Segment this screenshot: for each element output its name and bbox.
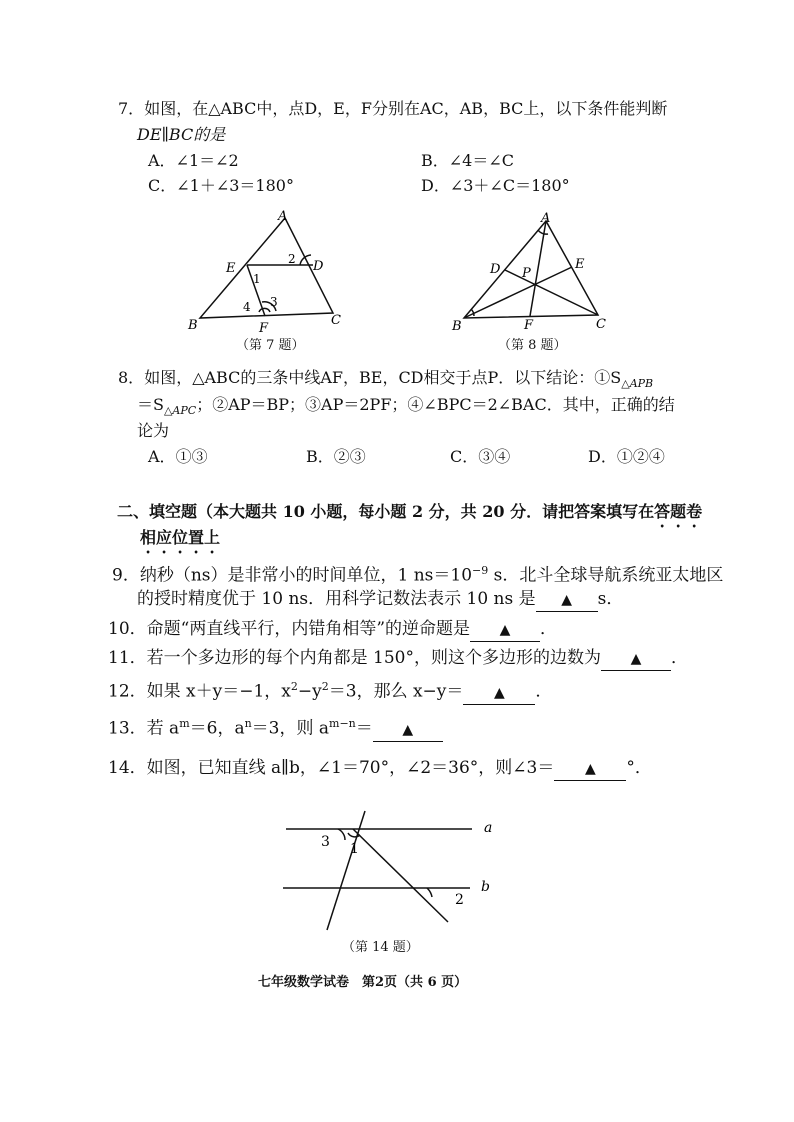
q8-label-a: A [541, 211, 551, 226]
q8-label-d: D [490, 262, 501, 277]
q7-angle3-label: 3 [270, 295, 278, 309]
q14-angle2-label: 2 [455, 892, 464, 908]
q7-line1: 7．如图，在△ABC中，点D，E，F分别在AC，AB，BC上，以下条件能判断 [118, 99, 668, 118]
q8-figure [445, 205, 615, 345]
q8-option-c: C．③④ [450, 447, 511, 466]
q7-option-b: B．∠4＝∠C [421, 151, 515, 170]
q11-answer-blank[interactable] [601, 647, 671, 671]
answer-triangle-icon: ▲ [630, 651, 642, 667]
q12-line: 12．如果 x＋y＝−1，$x^2-y^2=3$，那么 x−y＝ ▲ ． [108, 676, 552, 705]
q8-option-b: B．②③ [306, 447, 366, 466]
section2-emphasis-1: 答题卷 [654, 502, 703, 521]
page-footer: 七年级数学试卷 第2页（共 6 页） [258, 975, 468, 990]
q8-number: 8． [118, 368, 145, 387]
q7-option-d: D．∠3＋∠C＝180° [421, 176, 570, 195]
answer-triangle-icon: ▲ [584, 761, 596, 777]
section2-title-line2 [140, 527, 220, 557]
q7-caption: （第 7 题） [236, 338, 305, 353]
q7-label-c: C [331, 313, 341, 328]
q8-line1: 8．如图，△ABC的三条中线AF，BE，CD相交于点P．以下结论：$①S_{\triangle APB}$ [118, 368, 654, 391]
q14-line: 14．如图，已知直线 a∥b，∠1＝70°，∠2＝36°，则∠3＝ ▲ °． [108, 757, 652, 781]
q8-label-b: B [452, 319, 462, 334]
q9-answer-blank[interactable] [536, 588, 598, 612]
q8-label-e: E [575, 257, 585, 272]
q7-label-f: F [259, 321, 269, 336]
q7-label-b: B [188, 318, 198, 333]
q7-option-c: C．∠1＋∠3＝180° [148, 176, 294, 195]
q8-line3: 论为 [137, 421, 170, 440]
q14-label-line-a: a [484, 820, 493, 836]
q7-angle4-label: 4 [243, 300, 251, 314]
q8-option-a: A．①③ [148, 447, 208, 466]
q7-label-e: E [226, 261, 236, 276]
q8-line2: $=S_{\triangle APC}$；②AP＝BP；③AP＝2PF；④∠BPC＝2∠BAC．其中，正确的结 [137, 395, 675, 418]
q14-angle1-label: 1 [350, 841, 359, 857]
answer-triangle-icon: ▲ [561, 592, 573, 608]
q9-line2: 的授时精度优于 10 ns．用科学记数法表示 10 ns 是 ▲ s． [137, 588, 623, 612]
section2-emphasis-2: 相应位置上 [140, 528, 221, 547]
q9-number: 9． [112, 565, 140, 586]
q7-option-a: A．∠1＝∠2 [148, 151, 239, 170]
q9-line1: 9．纳秒（ns）是非常小的时间单位，1 $ns=10^{-9}$ s．北斗全球导航系统亚太地区 [112, 564, 724, 586]
q14-figure [280, 805, 510, 935]
q12-answer-blank[interactable] [463, 681, 535, 705]
q7-angle1-label: 1 [253, 272, 261, 286]
q11-line: 11．若一个多边形的每个内角都是 150°，则这个多边形的边数为 ▲ ． [108, 647, 688, 671]
q11-number: 11． [108, 648, 147, 668]
q7-angle2-label: 2 [288, 252, 296, 266]
q14-answer-blank[interactable] [554, 757, 626, 781]
q13-number: 13． [108, 718, 147, 739]
section2-title: 二、填空题（本大题共 10 小题，每小题 2 分，共 20 分．请把答案填写在答题卷 [117, 502, 703, 521]
q10-number: 10． [108, 619, 147, 639]
q7-label-a: A [278, 209, 288, 224]
q10-line: 10．命题“两直线平行，内错角相等”的逆命题是 ▲ ． [108, 618, 557, 642]
q7-label-d: D [313, 259, 324, 274]
q8-option-d: D．①②④ [588, 447, 665, 466]
q7-figure [180, 205, 350, 355]
answer-triangle-icon: ▲ [499, 622, 511, 638]
q14-number: 14． [108, 758, 147, 778]
q10-answer-blank[interactable] [470, 618, 540, 642]
q8-label-f: F [524, 318, 534, 333]
q12-number: 12． [108, 681, 147, 702]
q7-number: 7． [118, 99, 145, 118]
answer-triangle-icon: ▲ [494, 684, 505, 701]
q14-angle3-label: 3 [321, 834, 330, 850]
q7-line2: DE∥BC的是 [137, 125, 226, 144]
q8-caption: （第 8 题） [498, 338, 567, 353]
answer-triangle-icon: ▲ [402, 721, 414, 738]
q8-label-c: C [596, 317, 606, 332]
q8-label-p: P [522, 266, 531, 281]
q13-line: 13．若 $a^m=6$，$a^n=3$，则 $a^{m-n}=$ ▲ [108, 713, 443, 742]
q14-caption: （第 14 题） [342, 940, 419, 955]
q13-answer-blank[interactable] [373, 718, 443, 742]
q14-label-line-b: b [481, 879, 490, 895]
